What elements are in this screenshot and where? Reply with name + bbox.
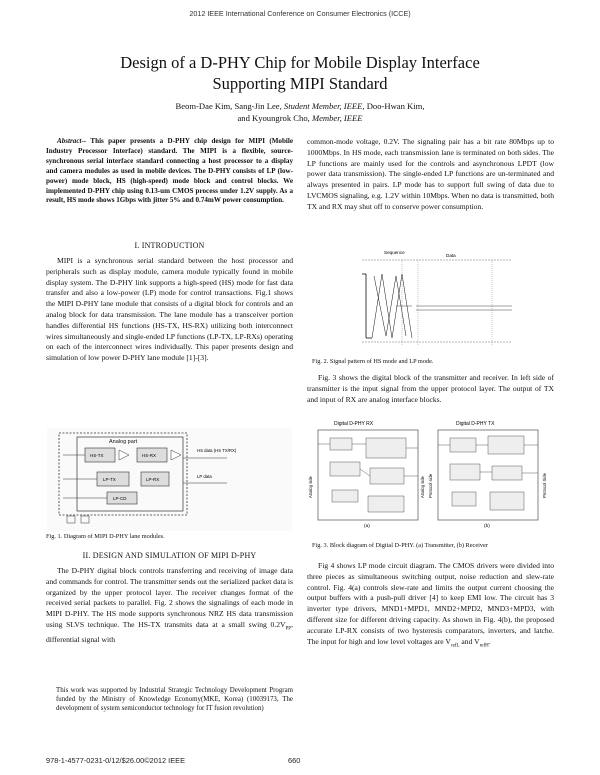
hsrx-label: HS-RX bbox=[142, 453, 157, 458]
fig3-caption: Fig. 3. Block diagram of Digital D-PHY. (a) Transmitter, (b) Receiver bbox=[312, 542, 488, 549]
fig3-sub-b: (b) bbox=[484, 524, 490, 529]
design-text-b: , differential signal with bbox=[46, 619, 293, 645]
title-line-2: Supporting MIPI Standard bbox=[212, 74, 388, 93]
abstract-label: Abstract bbox=[57, 137, 82, 145]
authors-names-cont: , Doo-Hwan Kim, bbox=[362, 101, 425, 111]
col2-text-1: common-mode voltage, 0.2V. The signaling pair has a bit rate 80Mbps up to 1000Mbps. In HS mode, each transmission lane is terminated on both sides. The LP functions are mainly used for the controls and asynchronous LPDT (low power data transmission). The single-ended LP functions are un-terminated and always presented in pairs. LP mode has to support full swing of data due to LVCMOS signaling, e.g. 1.2V within 10Mbps. When no data is transmitted, both TX and RX may shut off to conserve power consumption. bbox=[307, 137, 554, 211]
lptx-label: LP-TX bbox=[103, 477, 116, 482]
conference-header: 2012 IEEE International Conference on Consumer Electronics (ICCE) bbox=[189, 9, 411, 18]
abstract-text: -- This paper presents a D-PHY chip design for MIPI (Mobile Industry Processor Interface) standard. The MIPI is a flexible, source-synchronous serial interface standard connecting a host processor to a display and camera modules as used in mobile devices. The D-PHY consists of LP (low-power) mode block, HS (high-speed) mode block and control blocks. We implemented D-PHY chip using 0.13-um CMOS process under 1.2V supply. As a result, HS mode shows 1Gbps with jitter 5% and 0.74mW power consumption. bbox=[46, 137, 293, 205]
fig2-data-label: Data bbox=[446, 253, 456, 258]
analog-label: Analog part bbox=[109, 439, 138, 445]
intro-heading: I. INTRODUCTION bbox=[134, 241, 205, 250]
design-heading: II. DESIGN AND SIMULATION OF MIPI D-PHY bbox=[82, 551, 257, 560]
col2-paragraph-1 bbox=[307, 137, 554, 213]
page-number: 660 bbox=[288, 756, 301, 765]
fig3-left-rx: Analog side bbox=[308, 476, 313, 498]
subscript-pp: PP bbox=[285, 626, 292, 632]
lprx-label: LP-RX bbox=[146, 477, 160, 482]
authors-names-2: and Kyoungrok Cho, bbox=[237, 113, 312, 123]
col2-paragraph-3 bbox=[307, 561, 554, 652]
lpcd-label: LP-CD bbox=[113, 496, 127, 501]
fig1-caption: Fig. 1. Diagram of MIPI D-PHY lane modules. bbox=[46, 533, 165, 540]
authors-line-2 bbox=[40, 112, 560, 124]
subscript-refh: refH bbox=[479, 643, 489, 649]
title-line-1: Design of a D-PHY Chip for Mobile Display Interface bbox=[120, 53, 480, 72]
col2-text-3a: Fig 4 shows LP mode circuit diagram. The CMOS drivers were divided into three pieces as simultaneous switching output, noise reduction and slew-rate control. Fig. 4(a) controls slew-rate and limits the output current choosing the output buffers with a push-pull driver [4] to keep EMI low. The circuit has 3 inverter type drivers, MND1+MPD1, MND2+MPD2, MND3+MPD3, with different size for different driving capacity. As shown in Fig. 4(b), the proposed accurate LP-RX consists of two hysteresis comparators, inverters, and latche. The input for high and low level voltages are V bbox=[307, 561, 554, 646]
hstx-label: HS-TX bbox=[90, 453, 104, 458]
intro-text: MIPI is a synchronous serial standard between the host processor and peripherals such as display module, camera module typically found in mobile display system. The D-PHY link supports a high-speed (HS) mode for fast data transfer and also a low-power (LP) mode for control transactions. Fig.1 shows the MIPI D-PHY lane module that consists of a digital block for controls and an analog block for data transmission. The lane module has a transceiver portion handles differential HS functions (HS-TX, HS-RX) utilizing both interconnect wires simultaneously and single-ended LP functions (LP-TX, LP-RXs) operating on each of the interconnect wires individually. This paper presents design and simulation of low power D-PHY lane module [1]-[3]. bbox=[46, 256, 293, 363]
fig1-lane-diagram bbox=[47, 428, 292, 531]
fig1-right-label-a: HS data (HS TX/RX) bbox=[197, 448, 237, 453]
fig3-left-tx: Protocol side bbox=[428, 473, 433, 498]
footnote bbox=[56, 686, 293, 713]
authors-role-2: Member, IEEE bbox=[311, 113, 363, 123]
author-list bbox=[40, 100, 560, 124]
fig2-signal-pattern bbox=[342, 246, 522, 354]
paper-title bbox=[40, 52, 560, 94]
isbn-footer: 978-1-4577-0231-0/12/$26.00©2012 IEEE bbox=[46, 756, 185, 765]
fig3-rx-title: Digital D-PHY RX bbox=[334, 421, 374, 427]
fig2-caption: Fig. 2. Signal pattern of HS mode and LP mode. bbox=[312, 358, 434, 365]
authors-names: Beom-Dae Kim, Sang-Jin Lee, bbox=[175, 101, 284, 111]
authors-line-1 bbox=[40, 100, 560, 112]
intro-paragraph bbox=[46, 256, 293, 364]
col2-text-3 bbox=[307, 561, 554, 652]
col2-text-3b: and V bbox=[459, 636, 480, 646]
fig3-digital-dphy bbox=[308, 418, 553, 528]
footnote-text: This work was supported by Industrial Strategic Technology Development Program funded by the Ministry of Knowledge Economy(MKE, Korea) (10039173, The development of system semiconductor technology for IT fusion revolution) bbox=[56, 687, 293, 712]
design-text-a: The D-PHY digital block controls transferring and receiving of image data and commands for control. The transmitter sends out the serialized packet data is organized by the upper protocol layer. The receiver changes format of the received serial packets to parallel. Fig. 2 shows the signalings of each mode in MIPI D-PHY. The HS mode supports synchronous NRZ HS data transmission using SLVS technique. The HS-TX transmits data at a small swing 0.2V bbox=[46, 566, 293, 629]
design-text bbox=[46, 566, 293, 646]
col2-paragraph-2 bbox=[307, 373, 554, 405]
col2-text-2: Fig. 3 shows the digital block of the transmitter and receiver. In left side of transmitter is the input signal from the upper protocol layer. The output of TX and input of RX are analog interface blocks. bbox=[307, 373, 554, 404]
abstract bbox=[46, 137, 293, 206]
subscript-refl: refL bbox=[450, 643, 460, 649]
fig1-right-label-b: LP data bbox=[197, 474, 212, 479]
authors-role: Student Member, IEEE bbox=[283, 101, 363, 111]
fig3-sub-a: (a) bbox=[364, 524, 370, 529]
design-paragraph bbox=[46, 566, 293, 646]
fig3-right-rx: Protocol Side bbox=[542, 473, 547, 498]
fig3-tx-title: Digital D-PHY TX bbox=[456, 421, 495, 427]
col2-text-3c: . bbox=[488, 636, 491, 646]
fig2-sequence-label: Sequence bbox=[384, 250, 405, 255]
fig3-right-tx: Analog side bbox=[420, 476, 425, 498]
